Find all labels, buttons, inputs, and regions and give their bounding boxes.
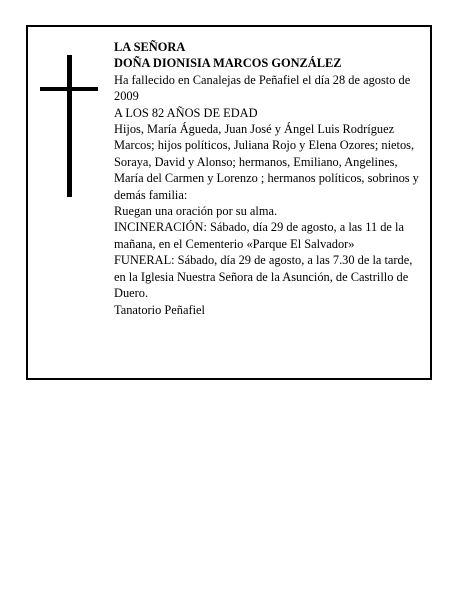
notice-text	[114, 39, 426, 318]
death-statement: Ha fallecido en Canalejas de Peñafiel el día 28 de agosto de 2009	[114, 72, 411, 104]
age-statement: A LOS 82 AÑOS DE EDAD	[114, 105, 258, 120]
deceased-name: DOÑA DIONISIA MARCOS GONZÁLEZ	[114, 56, 342, 71]
notice-title: LA SEÑORA	[114, 40, 186, 54]
funeral-home: Tanatorio Peñafiel	[114, 302, 205, 317]
obituary-notice	[26, 25, 432, 380]
cross-horizontal-bar	[40, 87, 98, 91]
cross-vertical-bar	[67, 55, 72, 197]
family-list: Hijos, María Águeda, Juan José y Ángel Luis Rodríguez Marcos; hijos políticos, Juliana Rojo y Elena Ozores; nietos, Soraya, David y Alonso; hermanos, Emiliano, Angelines, María del Carmen y Lorenzo ; hermanos políticos, sobrinos y demás familia:	[114, 122, 419, 202]
prayer-request: Ruegan una oración por su alma.	[114, 204, 278, 219]
funeral-details: FUNERAL: Sábado, día 29 de agosto, a las 7.30 de la tarde, en la Iglesia Nuestra Señora de la Asunción, de Castrillo de Duero.	[114, 253, 413, 301]
cremation-details: INCINERACIÓN: Sábado, día 29 de agosto, a las 11 de la mañana, en el Cementerio «Parque El Salvador»	[114, 220, 404, 251]
